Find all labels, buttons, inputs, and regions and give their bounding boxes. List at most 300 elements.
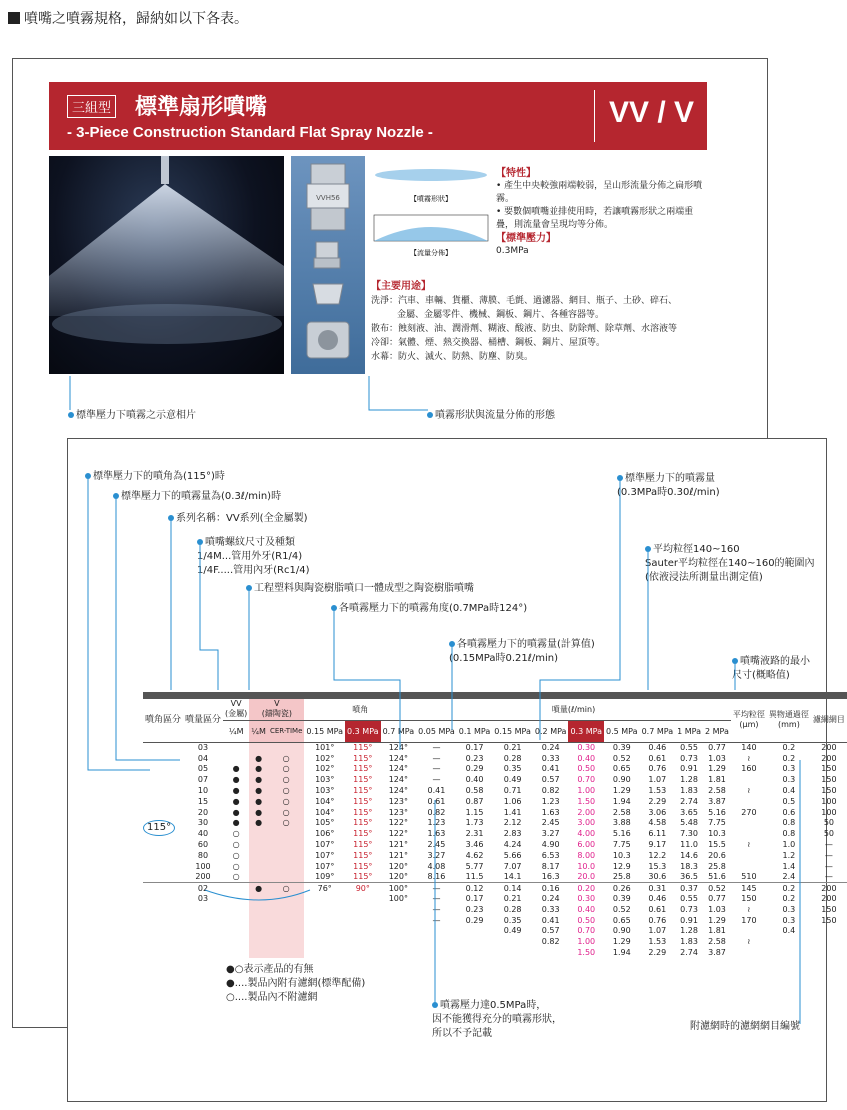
cell-flow: 2.74 [680,948,698,958]
cell-flow: 2.58 [708,786,726,796]
header-size-m: ¼M [223,720,249,742]
cell-passage: 1.2 [782,850,796,860]
cell-flow: 3.27 [541,829,560,839]
cell-flow: 0.41 [427,786,446,796]
callout-line [334,608,400,750]
cell-v: ● [249,807,268,818]
cell-flow: 5.66 [503,850,522,860]
cell-v: ● [249,764,268,775]
cell-v: ● [249,774,268,785]
header-pressure-flow: 0.05 MPa [416,720,457,742]
cell-diameter: 270 [741,807,757,817]
cell-flow: 0.57 [541,926,560,936]
header-pressure-flow: 0.7 MPa [640,720,676,742]
cell-flow: 2.58 [612,807,631,817]
cell-diameter: 510 [741,872,757,882]
cell-flow-class: 80 [197,850,209,860]
cell-flow: 20.0 [577,872,596,882]
annotation-series: 系列名稱：VV系列(全金屬製) [168,512,307,526]
cell-flow: 0.31 [640,882,676,893]
cell-mesh: 100 [821,796,837,806]
cell-angle: 115° [353,764,373,774]
cell-flow: 8.16 [427,872,446,882]
cell-flow: 0.73 [680,904,698,914]
cell-flow: 11.5 [465,872,484,882]
cell-flow: 2.12 [503,818,522,828]
header-pressure-flow: 0.15 MPa [492,720,533,742]
cell-flow: 2.45 [541,818,560,828]
legend-line: ●○表示產品的有無 [226,964,314,975]
cell-angle: 115° [353,872,373,882]
cell-flow: — [432,904,441,914]
cell-flow: 0.35 [503,915,522,925]
cell-flow-class: 05 [197,764,209,774]
cell-flow: 1.07 [648,775,667,785]
cell-flow: 0.55 [680,743,698,753]
cell-flow: — [432,753,441,763]
features-heading: 【特性】 [496,168,536,179]
cell-angle: 100° [388,894,408,904]
cell-flow: 0.55 [680,894,698,904]
cell-flow: 1.50 [577,796,596,806]
cell-flow: 8.00 [577,850,596,860]
cell-diameter: ≀ [747,753,751,763]
cell-mesh: 150 [821,915,837,925]
cell-flow: 1.63 [427,829,446,839]
cell-angle: 115° [353,818,373,828]
pattern-caption: 噴霧形狀與流量分佈的形態 [427,406,555,421]
cell-flow: 0.12 [457,882,493,893]
photo-caption: 標準壓力下噴霧之示意相片 [68,406,196,421]
annotation-mesh-number: 附濾網時的濾網網目編號 [690,1021,800,1032]
cell-flow: 0.20 [568,882,604,893]
uses-heading: 【主要用途】 [371,281,431,292]
cell-flow: 7.75 [612,840,631,850]
cell-flow: 5.16 [708,807,726,817]
cell-flow: 10.0 [577,861,596,871]
cell-angle: 115° [353,775,373,785]
cell-ceramic: ○ [268,807,304,818]
cell-angle: 124° [388,775,408,785]
cell-passage: 0.8 [782,818,796,828]
cell-flow: 0.17 [465,894,484,904]
cell-flow: 0.90 [612,926,631,936]
header-angle-class: 噴角區分 [143,698,183,742]
cell-angle: 105° [315,818,335,828]
cell-flow: 0.24 [541,743,560,753]
legend-line: ○....製品內不附濾網 [226,992,318,1003]
cell-flow: 1.83 [680,786,698,796]
cell-passage: 2.4 [782,872,796,882]
cell-passage: 0.2 [782,743,796,753]
cell-flow: 0.58 [465,786,484,796]
cell-flow-class: 04 [197,753,209,763]
cell-flow: 5.77 [465,861,484,871]
cell-flow: 15.3 [648,861,667,871]
cell-diameter: ≀ [747,840,751,850]
cell-angle: 103° [315,786,335,796]
cell-vv: ○ [232,829,240,839]
construction-badge: 三組型 [67,95,116,118]
header-pressure-flow: 0.5 MPa [604,720,640,742]
annotation-flow-calc: 各噴霧壓力下的噴霧量(計算值) (0.15MPa時0.21ℓ/min) [449,639,595,664]
cell-v: ● [249,785,268,796]
cell-flow: 0.91 [680,764,698,774]
cell-diameter: 160 [741,764,757,774]
cell-flow: 2.74 [680,796,698,806]
cell-vv: ○ [232,872,240,882]
cell-flow: 7.30 [680,829,698,839]
cell-flow: 1.81 [708,775,726,785]
header-flow-rate: 噴量(ℓ/min) [416,698,731,720]
callout-line [88,476,150,770]
cell-passage: 0.2 [782,753,796,763]
cell-flow: 0.52 [612,753,631,763]
cell-flow: 0.82 [541,937,560,947]
cell-flow: 25.8 [708,861,726,871]
cell-flow: 0.30 [577,894,596,904]
cell-mesh: 200 [811,882,847,893]
cell-flow: 2.58 [708,937,726,947]
cell-angle: 123° [388,796,408,806]
cell-mesh: 150 [821,775,837,785]
annotation-ceramic: 工程塑料與陶瓷樹脂噴口一體成型之陶瓷樹脂噴嘴 [246,582,474,596]
cell-flow: — [432,915,441,925]
cell-mesh: 200 [821,743,837,753]
cell-flow: 2.31 [465,829,484,839]
cell-flow: 1.29 [708,764,726,774]
cell-flow: 1.15 [465,807,484,817]
cell-flow: 0.76 [648,764,667,774]
cell-flow: 0.37 [675,882,703,893]
cell-flow: 0.23 [465,904,484,914]
cell-vv: ● [232,775,240,785]
cell-flow: 0.33 [541,753,560,763]
uses-row: 冷卻：氣體、煙、熱交換器、桶槽、鋼板、鋼片、屋頂等。 [371,338,606,348]
cell-flow: 4.58 [648,818,667,828]
cell-flow: 0.70 [577,775,596,785]
cell-flow: 0.41 [541,915,560,925]
cell-v: ● [249,753,268,764]
cell-ceramic: ○ [268,753,304,764]
cell-flow: — [416,882,457,893]
annotation-diameter: 平均粒徑140~160 Sauter平均粒徑在140~160的範圍內 (依液浸法所測量出測定值) [645,544,815,583]
cell-angle: 115° [353,796,373,806]
callout-line [205,890,310,900]
cell-flow: 6.53 [541,850,560,860]
cell-angle: 122° [388,829,408,839]
cell-flow: 0.57 [541,775,560,785]
header-vv: VV (金屬) [225,699,248,718]
cell-flow: 0.76 [648,915,667,925]
product-title-en: - 3-Piece Construction Standard Flat Spray Nozzle - [67,124,433,141]
cell-flow: 2.83 [503,829,522,839]
callout-line [369,376,428,410]
cell-flow: 2.45 [427,840,446,850]
cell-flow: 0.28 [503,904,522,914]
cell-flow: 3.06 [648,807,667,817]
cell-passage: 0.8 [782,829,796,839]
cell-flow: 0.46 [648,894,667,904]
cell-mesh: — [824,861,833,871]
cell-angle: 121° [388,840,408,850]
nozzle-stamp: VVH56 [316,194,340,202]
cell-flow: 10.3 [612,850,631,860]
cell-angle: 123° [388,807,408,817]
header-pressure-angle: 0.7 MPa [381,720,417,742]
cell-flow: — [432,764,441,774]
cell-ceramic: ○ [268,796,304,807]
cell-flow: 4.08 [427,861,446,871]
cell-flow: 3.88 [612,818,631,828]
cell-flow: 0.28 [503,753,522,763]
cell-flow: 2.29 [648,948,667,958]
annotation-std-flow: 標準壓力下的噴霧量 (0.3MPa時0.30ℓ/min) [617,473,720,498]
cell-flow: 7.07 [503,861,522,871]
cell-flow: 0.82 [541,786,560,796]
cell-flow: 5.48 [680,818,698,828]
cell-passage: 0.2 [767,882,811,893]
cell-flow: 0.87 [465,796,484,806]
cell-flow: 2.29 [648,796,667,806]
angle-marker-115: 115° [143,820,175,836]
cell-flow: 0.40 [577,904,596,914]
cell-angle: 103° [315,775,335,785]
cell-flow: 1.00 [577,937,596,947]
cell-angle: 115° [353,829,373,839]
cell-flow: 6.11 [648,829,667,839]
header-mesh: 濾網網目 [811,698,847,742]
cell-flow-class: 03 [197,743,209,753]
cell-flow: 0.91 [680,915,698,925]
cell-flow: 25.8 [612,872,631,882]
cell-flow: 1.28 [680,926,698,936]
cell-diameter: ≀ [747,786,751,796]
cell-ceramic: ○ [268,882,304,893]
cell-mesh: — [824,872,833,882]
cell-flow: 1.50 [577,948,596,958]
cell-flow: 0.23 [465,753,484,763]
cell-angle: 124° [388,743,408,753]
cell-flow: 36.5 [680,872,698,882]
cell-flow: 0.61 [427,796,446,806]
cell-flow-class: 07 [197,775,209,785]
flow-label: 【流量分佈】 [410,249,452,257]
cell-vv: ● [232,786,240,796]
cell-angle: 124° [388,764,408,774]
cell-flow: 0.46 [648,743,667,753]
cell-vv: ● [232,818,240,828]
cell-flow: 1.23 [541,796,560,806]
annotation-flow: 標準壓力下的噴霧量為(0.3ℓ/min)時 [113,490,281,504]
cell-flow: 1.63 [541,807,560,817]
cell-flow: 1.41 [503,807,522,817]
cell-flow: 4.24 [503,840,522,850]
cell-angle: 115° [353,840,373,850]
cell-flow: 1.29 [612,937,631,947]
cell-flow: 1.00 [577,786,596,796]
cell-vv: ● [232,807,240,817]
cell-angle: 124° [388,786,408,796]
cell-flow: 3.87 [708,796,726,806]
cell-passage: 0.2 [782,894,796,904]
cell-flow-class: 02 [183,882,223,893]
cell-flow: 0.14 [492,882,533,893]
cell-angle: 120° [388,872,408,882]
cell-flow: 1.03 [708,753,726,763]
cell-flow: 0.77 [708,743,726,753]
cell-mesh: 150 [821,786,837,796]
cell-flow: 14.1 [503,872,522,882]
cell-angle: 115° [353,786,373,796]
cell-mesh: — [824,850,833,860]
cell-flow: 1.81 [708,926,726,936]
cell-flow: 3.65 [680,807,698,817]
cell-flow: 0.82 [427,807,446,817]
product-title-cn: 標準扇形噴嘴 [135,95,268,120]
cell-diameter: 170 [741,915,757,925]
cell-angle: 90° [345,882,381,893]
annotation-spray-angle: 各噴霧壓力下的噴霧角度(0.7MPa時124°) [331,602,527,616]
cell-vv: ○ [232,850,240,860]
header-size-m2: ¼M [249,720,268,742]
cell-angle: 102° [315,753,335,763]
feature-item: • 產生中央較強兩端較弱，呈山形流量分佈之扁形噴霧。 [496,181,703,204]
cell-flow: 0.50 [577,764,596,774]
cell-flow: 5.16 [612,829,631,839]
cell-vv: ● [232,796,240,806]
cell-passage: 0.3 [782,775,796,785]
cell-vv: ○ [232,840,240,850]
cell-flow: 0.39 [612,743,631,753]
cell-passage: 1.4 [782,861,796,871]
header-spray-angle: 噴角 [304,698,416,720]
cell-flow: 0.21 [503,743,522,753]
cell-flow: — [432,775,441,785]
cell-angle: 115° [353,807,373,817]
cell-flow: 0.21 [503,894,522,904]
cell-flow: 0.49 [503,775,522,785]
cell-flow: 12.2 [648,850,667,860]
cell-flow-class: 03 [197,894,209,904]
cell-angle: 101° [315,743,335,753]
cell-mesh: — [824,840,833,850]
header-v: V (鑄陶瓷) [249,698,304,720]
cell-flow: 0.40 [577,753,596,763]
cell-flow: 4.00 [577,829,596,839]
cell-flow: 0.52 [703,882,731,893]
cell-flow: 0.61 [648,753,667,763]
cell-angle: 104° [315,796,335,806]
cell-flow: 1.83 [680,937,698,947]
cell-flow: 1.94 [612,796,631,806]
cell-flow-class: 10 [197,786,209,796]
cell-flow: 0.65 [612,764,631,774]
cell-flow: 11.0 [680,840,698,850]
cell-flow: 1.29 [708,915,726,925]
header-pressure-flow: 1 MPa [675,720,703,742]
cell-flow: 0.30 [577,743,596,753]
cell-passage: 0.3 [782,764,796,774]
pressure-heading: 【標準壓力】 [496,233,556,244]
cell-flow-class: 40 [197,829,209,839]
cell-diameter: 150 [741,894,757,904]
cell-angle: 115° [353,850,373,860]
cell-angle: 115° [353,753,373,763]
cell-flow: 0.24 [541,894,560,904]
cell-ceramic: ○ [268,818,304,829]
annotation-passage: 噴嘴液路的最小 尺寸(概略值) [732,656,810,681]
cell-flow: 30.6 [648,872,667,882]
cell-diameter: 145 [731,882,767,893]
cell-flow: — [432,894,441,904]
cell-angle: 120° [388,861,408,871]
cell-flow: 0.39 [612,894,631,904]
cell-flow: 0.61 [648,904,667,914]
cell-flow: 51.6 [708,872,726,882]
cell-mesh: 100 [821,807,837,817]
cell-angle: 109° [315,872,335,882]
cell-flow: 20.6 [708,850,726,860]
uses-row: 水幕：防火、滅火、防熱、防塵、防臭。 [371,352,534,362]
cell-flow: 1.29 [612,786,631,796]
cell-flow: 0.29 [465,764,484,774]
cell-flow: 15.5 [708,840,726,850]
cell-flow: 4.90 [541,840,560,850]
pressure-value: 0.3MPa [496,246,529,256]
cell-flow: 3.27 [427,850,446,860]
cell-v: ● [249,818,268,829]
cell-flow: 3.00 [577,818,596,828]
cell-flow: 2.00 [577,807,596,817]
annotation-no-data: 噴霧壓力達0.5MPa時， 因不能獲得充分的噴霧形狀， 所以不予記載 [432,1000,562,1039]
product-code: VV / V [609,96,695,129]
cell-flow: 10.3 [708,829,726,839]
annotation-thread: 噴嘴螺紋尺寸及種類 1/4M...管用外牙(R1/4) 1/4F.....管用內牙(Rc1/4) [197,537,310,576]
cell-angle: 121° [388,850,408,860]
cell-passage: 0.3 [782,915,796,925]
cell-flow: 1.06 [503,796,522,806]
cell-ceramic: ○ [268,785,304,796]
cell-flow-class: 20 [197,807,209,817]
cell-flow: 0.17 [465,743,484,753]
cell-ceramic: ○ [268,764,304,775]
header-flow-class: 噴量區分 [183,698,223,742]
cell-passage: 0.5 [782,796,796,806]
header-diameter: 平均粒徑 (μm) [731,698,767,742]
cell-flow: 1.73 [465,818,484,828]
callout-line [540,478,620,740]
cell-flow-class: 30 [197,818,209,828]
cell-flow: 1.03 [708,904,726,914]
cell-flow: 8.17 [541,861,560,871]
annotation-angle: 標準壓力下的噴角為(115°)時 [85,470,225,484]
cell-mesh: 50 [823,818,835,828]
cell-flow: 0.16 [533,882,569,893]
cell-diameter: ≀ [747,904,751,914]
header-pressure-flow: 0.3 MPa [568,720,604,742]
cell-flow: 0.50 [577,915,596,925]
cell-flow: 12.9 [612,861,631,871]
cell-vv: ● [232,764,240,774]
cell-flow: 1.07 [648,926,667,936]
header-pressure-flow: 2 MPa [703,720,731,742]
cell-flow: 0.33 [541,904,560,914]
cell-angle: 102° [315,764,335,774]
cell-flow: 14.6 [680,850,698,860]
cell-angle: 107° [315,850,335,860]
cell-flow-class: 60 [197,840,209,850]
